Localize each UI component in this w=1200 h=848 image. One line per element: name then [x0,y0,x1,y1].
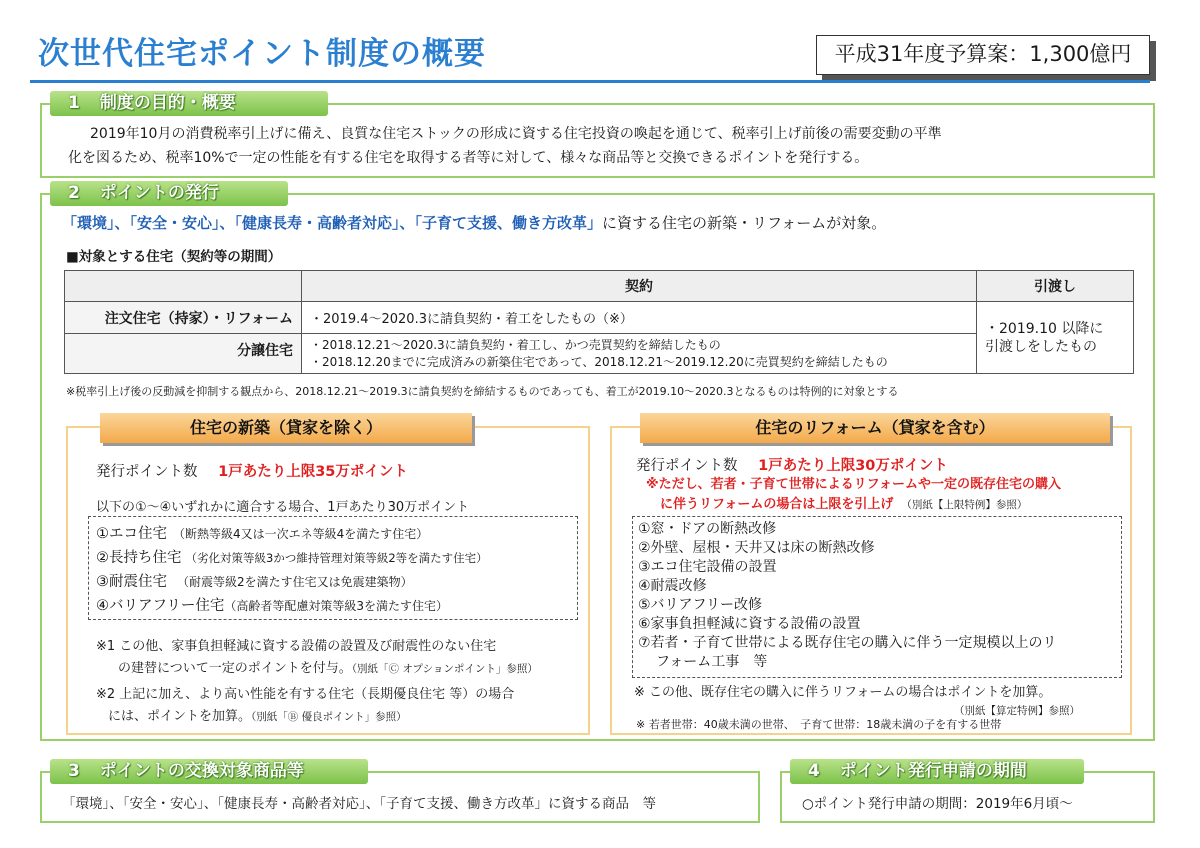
new-build-note2-line1: ※2 上記に加え、より高い性能を有する住宅（長期優良住宅 等）の場合 [96,687,515,702]
section2-lead-rest: に資する住宅の新築・リフォームが対象。 [602,214,887,232]
reform-item: ④耐震改修 [638,578,707,594]
row-head-custom-house: 注文住宅（持家）・リフォーム [65,302,302,334]
reform-note [634,684,1080,720]
section3-label: ポイントの交換対象商品等 [99,761,304,781]
reform-item: フォーム工事 等 [656,654,768,670]
reform-note-ref: （別紙【算定特例】参照） [954,705,1080,717]
sale-contract-line2: ・2018.12.20までに完成済みの新築住宅であって、2018.12.21～2019.12.20に売買契約を締結したもの [310,354,888,369]
reform-definition: ※ 若者世帯：40歳未満の世帯、 子育て世帯：18歳未満の子を有する世帯 [636,718,1002,731]
section2-number: 2 [68,183,80,203]
new-build-note1-ref: （別紙「Ⓒ オプションポイント」参照） [351,663,538,675]
section1-label: 制度の目的・概要 [99,93,236,113]
new-build-items [96,522,488,618]
reform-special-line1: ※ただし、若者・子育て世帯によるリフォームや一定の既存住宅の購入 [646,477,1061,492]
section4-number: 4 [808,761,820,781]
section2-lead [62,212,886,233]
reform-items [638,520,1057,672]
reform-note-line1: ※ この他、既存住宅の購入に伴うリフォームの場合はポイントを加算。 [634,685,1052,700]
reform-item: ⑥家事負担軽減に資する設備の設置 [638,616,861,632]
section2-lead-highlight: 「環境」、「安全・安心」、「健康長寿・高齢者対応」、「子育て支援、働き方改革」 [62,214,603,232]
section3-text: 「環境」、「安全・安心」、「健康長寿・高齢者対応」、「子育て支援、働き方改革」に資する商品 等 [62,796,656,812]
new-build-title: 住宅の新築（貸家を除く） [100,413,472,443]
new-build-note2 [96,684,514,728]
column-header-contract: 契約 [302,271,977,302]
reform-special [646,475,1061,515]
budget-box: 平成31年度予算案：1,300億円 [816,35,1150,75]
reform-points [636,454,948,475]
sale-contract-line1: ・2018.12.21～2020.3に請負契約・着工し、かつ売買契約を締結したもの [310,337,721,352]
table-corner [65,271,302,302]
reform-special-ref: （別紙【上限特例】参照） [901,499,1028,511]
section3-header [50,759,368,784]
section2-label: ポイントの発行 [99,183,219,203]
new-build-note2-ref: （別紙「Ⓑ 優良ポイント」参照） [251,711,407,723]
new-build-item: ①エコ住宅 （断熱等級4又は一次エネ等級4を満たす住宅） [96,526,429,542]
new-build-condition: 以下の①～④いずれかに適合する場合、1戸あたり30万ポイント [96,500,470,515]
delivery-cell [977,302,1134,374]
reform-item: ③エコ住宅設備の設置 [638,559,777,575]
reform-points-value: 1戸あたり上限30万ポイント [758,458,948,474]
reform-item: ⑦若者・子育て世帯による既存住宅の購入に伴う一定規模以上のリ [638,635,1057,651]
new-build-points-label: 発行ポイント数 [96,464,198,480]
column-header-delivery: 引渡し [977,271,1134,302]
new-build-item: ④バリアフリー住宅（高齢者等配慮対策等級3を満たす住宅） [96,598,449,614]
section2-header [50,181,288,206]
section3-number: 3 [68,761,80,781]
section4-label: ポイント発行申請の期間 [839,761,1027,781]
reform-item: ②外壁、屋根・天井又は床の断熱改修 [638,540,875,556]
new-build-note1-line1: ※1 この他、家事負担軽減に資する設備の設置及び耐震性のない住宅 [96,639,497,654]
new-build-item: ③耐震住宅 （耐震等級2を満たす住宅又は免震建築物） [96,574,413,590]
section1-text-line2: 化を図るため、税率10%で一定の性能を有する住宅を取得する者等に対して、様々な商品等と交換できるポイントを発行する。 [68,150,869,166]
reform-points-label: 発行ポイント数 [636,458,738,474]
reform-title: 住宅のリフォーム（貸家を含む） [640,413,1110,443]
title-underline [30,80,1150,83]
section1-header [50,91,328,116]
new-build-note1 [96,636,538,680]
row-head-sale-house: 分譲住宅 [65,334,302,374]
delivery-line1: ・2019.10 以降に [985,320,1104,337]
new-build-note1-line2: の建替について一定のポイントを付与。（別紙「Ⓒ オプションポイント」参照） [118,661,538,676]
section1-number: 1 [68,93,80,113]
reform-item: ①窓・ドアの断熱改修 [638,521,777,537]
delivery-line2: 引渡しをしたもの [985,338,1097,355]
row-sale-house-contract [302,334,977,374]
page-title: 次世代住宅ポイント制度の概要 [38,36,486,72]
new-build-note2-line2: には、ポイントを加算。（別紙「Ⓑ 優良ポイント」参照） [108,709,407,724]
new-build-points [96,460,408,481]
section1-text-line1: 2019年10月の消費税率引上げに備え、良質な住宅ストックの形成に資する住宅投資の喚起を通じて、税率引上げ前後の需要変動の平準 [90,126,942,142]
reform-item: ⑤バリアフリー改修 [638,597,762,613]
reform-special-line2: に伴うリフォームの場合は上限を引上げ （別紙【上限特例】参照） [660,497,1028,512]
table-caption: ■対象とする住宅（契約等の期間） [66,249,282,265]
contract-table [64,270,1134,374]
new-build-points-value: 1戸あたり上限35万ポイント [218,464,408,480]
new-build-item: ②長持ち住宅 （劣化対策等級3かつ維持管理対策等級2等を満たす住宅） [96,550,488,566]
row-custom-house-contract: ・2019.4～2020.3に請負契約・着工をしたもの（※） [302,302,977,334]
section4-text: ○ポイント発行申請の期間：2019年6月頃～ [802,796,1073,812]
table-footnote: ※税率引上げ後の反動減を抑制する観点から、2018.12.21～2019.3に請負契約を締結するものであっても、着工が2019.10～2020.3となるものは特例的に対象とする [66,385,899,398]
section4-header [790,759,1084,784]
